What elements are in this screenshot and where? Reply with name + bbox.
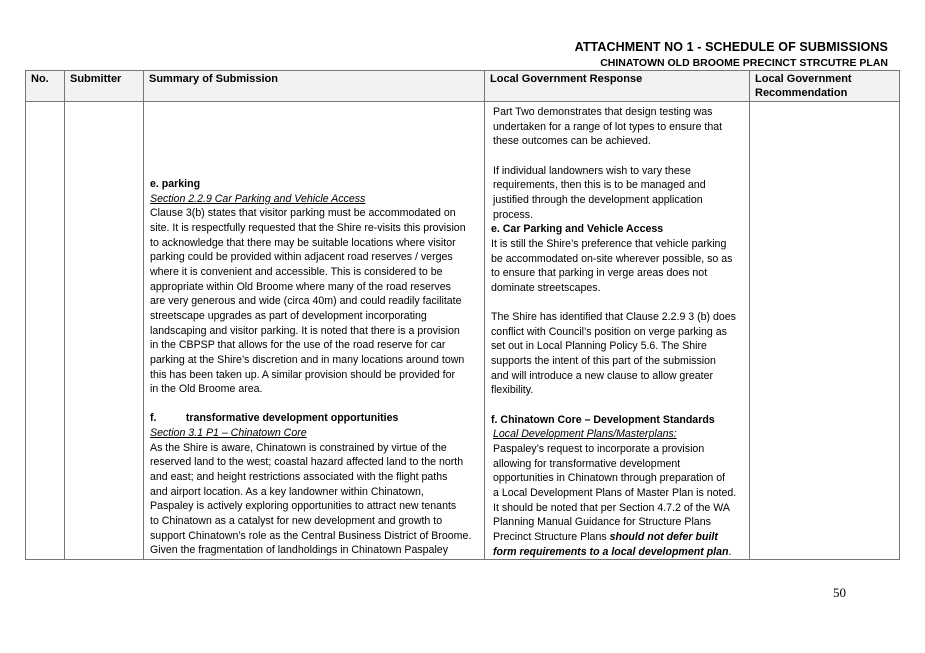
- response-intro-line: Part Two demonstrates that design testing was: [493, 106, 713, 118]
- response-vary-line: requirements, then this is to be managed and: [493, 179, 706, 192]
- summary-e-line: in the CBPSP that allows for the use of the road reserve for car: [150, 339, 446, 352]
- cell-no: [26, 102, 65, 560]
- response-f-line: Planning Manual Guidance for Structure Plans: [493, 516, 711, 529]
- response-f-line: Paspaley’s request to incorporate a provision: [493, 443, 705, 456]
- summary-e-line: where it is convenient and accessible. This is considered to be: [150, 265, 443, 278]
- response-e-line: be accommodated on-site wherever possible, so as: [491, 252, 733, 265]
- cell-response: [485, 102, 750, 560]
- response-e-line: set out in Local Planning Policy 5.6. The Shire: [491, 340, 707, 353]
- response-f-emphasis-final: form requirements to a local development plan: [493, 545, 729, 558]
- summary-f-line: reserved land to the west; coastal hazard affected land to the north: [150, 456, 464, 469]
- summary-f-reference: Section 3.1 P1 – Chinatown Core: [150, 427, 307, 440]
- col-header-no: No.: [26, 71, 65, 102]
- col-header-recommendation: Local Government Recommendation: [750, 71, 900, 102]
- summary-f-heading: f. transformative development opportunities: [150, 412, 399, 425]
- summary-e-line: site. It is respectfully requested that the Shire re-visits this provision: [150, 221, 466, 234]
- table-row: [26, 102, 900, 560]
- response-f-line: allowing for transformative development: [493, 457, 681, 470]
- summary-e-line: Clause 3(b) states that visitor parking must be accommodated on: [150, 207, 456, 220]
- summary-f-line: to Chinatown as a catalyst for new development and growth to: [150, 515, 443, 528]
- response-e-line: conflict with Council’s position on verge parking as: [491, 325, 727, 338]
- response-e-line: and will introduce a new clause to allow greater: [491, 369, 714, 382]
- summary-f-line: Given the fragmentation of landholdings in Chinatown Paspaley: [150, 544, 448, 557]
- summary-f-line: and east; and height restrictions associated with the flight paths: [150, 471, 448, 484]
- col-header-submitter: Submitter: [65, 71, 144, 102]
- cell-recommendation: [750, 102, 900, 560]
- col-header-response: Local Government Response: [485, 71, 750, 102]
- summary-e-line: streetscape upgrades as part of development incorporating: [150, 309, 427, 322]
- summary-e-heading: e. parking: [150, 178, 201, 190]
- response-f-plain-text: Precinct Structure Plans: [493, 530, 610, 543]
- summary-e-line: appropriate within Old Broome where many of the road reserves: [150, 280, 451, 293]
- response-e-line: supports the intent of this part of the submission: [491, 355, 716, 368]
- response-intro-line: these outcomes can be achieved.: [493, 135, 651, 148]
- summary-e-reference: Section 2.2.9 Car Parking and Vehicle Access: [150, 192, 366, 205]
- cell-submitter: [65, 102, 144, 560]
- summary-f-line: and airport location. As a key landowner within Chinatown,: [150, 485, 424, 498]
- response-vary-line: process.: [493, 208, 534, 221]
- response-f-emphasis: should not defer built: [609, 530, 718, 543]
- response-f-line-mixed: [493, 530, 745, 545]
- cell-summary: [144, 102, 485, 560]
- col-header-summary: Summary of Submission: [144, 71, 485, 102]
- response-intro-line: undertaken for a range of lot types to ensure that: [493, 120, 723, 133]
- summary-e-line: parking could be provided within adjacent road reserves / verges: [150, 251, 453, 264]
- summary-e-line: parking at the Shire’s discretion and in many locations around town: [150, 353, 465, 366]
- response-e-line: to ensure that parking in verge areas does not: [491, 267, 708, 280]
- response-e-line: The Shire has identified that Clause 2.2.9 3 (b) does: [491, 311, 736, 324]
- summary-f-line: As the Shire is aware, Chinatown is constrained by virtue of the: [150, 441, 447, 454]
- table-header-row: [26, 71, 900, 102]
- submissions-table: [25, 70, 900, 560]
- summary-f-line: support Chinatown’s role as the Central Business District of Broome.: [150, 529, 472, 542]
- response-f-line: opportunities in Chinatown through preparation of: [493, 472, 726, 485]
- response-e-line: flexibility.: [491, 384, 534, 397]
- response-e-line: dominate streetscapes.: [491, 281, 601, 294]
- response-f-line-final: [493, 545, 745, 560]
- document-subtitle: CHINATOWN OLD BROOME PRECINCT STRCUTRE PLAN: [600, 57, 888, 69]
- response-vary-line: justified through the development application: [493, 193, 703, 206]
- summary-f-line: Paspaley is actively exploring opportunities to attract new tenants: [150, 500, 457, 513]
- response-e-line: It is still the Shire’s preference that vehicle parking: [491, 237, 727, 250]
- response-f-reference: Local Development Plans/Masterplans:: [493, 428, 677, 441]
- summary-e-line: to acknowledge that there may be suitable locations where visitor: [150, 236, 456, 249]
- response-vary-line: If individual landowners wish to vary these: [493, 164, 691, 177]
- page-number: 50: [833, 585, 846, 600]
- response-f-heading: f. Chinatown Core – Development Standards: [491, 413, 715, 426]
- summary-e-line: in the Old Broome area.: [150, 383, 263, 396]
- response-e-heading: e. Car Parking and Vehicle Access: [491, 223, 664, 236]
- summary-e-line: this has been taken up. A similar provision should be provided for: [150, 368, 456, 381]
- response-f-period: .: [728, 545, 732, 558]
- response-f-line: It should be noted that per Section 4.7.2 of the WA: [493, 501, 730, 514]
- document-title: ATTACHMENT NO 1 - SCHEDULE OF SUBMISSIONS: [574, 40, 888, 54]
- summary-e-line: are very generous and wide (circa 40m) and could readily facilitate: [150, 295, 462, 308]
- summary-e-line: landscaping and visitor parking. It is noted that there is a provision: [150, 324, 460, 337]
- response-f-line: a Local Development Plans of Master Plan is noted.: [493, 487, 737, 500]
